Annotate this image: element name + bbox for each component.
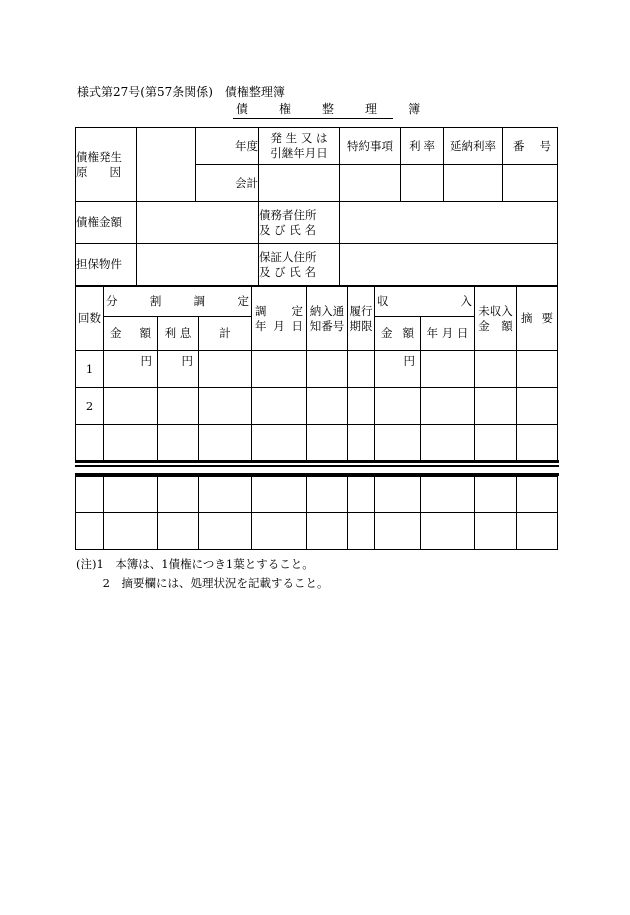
cell: [104, 425, 158, 462]
rikou-header: [348, 287, 375, 351]
hassei-label-cell: [259, 128, 340, 165]
kingaku-char: 額: [139, 326, 151, 341]
debtor-label-cell: [259, 202, 340, 244]
debtor-value-cell: [340, 202, 558, 244]
installment-table: [75, 286, 558, 462]
shunyu-kingaku-char: 額: [402, 326, 414, 341]
ennou-cell: [444, 128, 503, 165]
cell: [199, 351, 252, 388]
tokuyaku-label: 特約事項: [347, 138, 393, 153]
break-line: [75, 465, 559, 467]
cell: [252, 351, 307, 388]
guarantor-label-cell: [259, 244, 340, 286]
kingaku-value-cell: [137, 202, 259, 244]
cell: [348, 477, 375, 513]
document-title: [236, 103, 420, 115]
cell: [307, 513, 348, 550]
cell: [475, 351, 517, 388]
row-number: [76, 425, 104, 462]
cell: [517, 425, 558, 462]
bunkatsu-header: [104, 287, 252, 317]
break-line: [75, 460, 559, 463]
cell: [375, 425, 421, 462]
bunkatsu-char: 定: [237, 294, 249, 309]
cell: [517, 477, 558, 513]
date-char: 年: [255, 318, 267, 333]
kingaku-label-cell: [76, 202, 137, 244]
cell: [517, 351, 558, 388]
cell: [348, 513, 375, 550]
cell: [307, 351, 348, 388]
cell: [158, 513, 199, 550]
tanpo-label-cell: [76, 244, 137, 286]
note-1: (注)1 本簿は、1債権につき1葉とすること。: [76, 557, 314, 571]
hassei-value-cell: [259, 165, 340, 202]
row-number-text: 2: [85, 398, 94, 413]
title-underline: [233, 118, 393, 119]
riritsu-char: 利: [409, 138, 421, 153]
shunyu-char: 入: [460, 294, 472, 309]
tanpo-value-cell: [137, 244, 259, 286]
cell: [158, 477, 199, 513]
shunyu-kingaku-char: 金: [381, 326, 393, 341]
kei-label: 計: [219, 326, 231, 341]
title-char: 債: [236, 102, 249, 116]
table-row: [76, 351, 558, 388]
debtor-label: 及 び 氏 名: [259, 222, 316, 237]
cell: [199, 477, 252, 513]
riritsu-char: 率: [423, 138, 435, 153]
cell: [517, 388, 558, 425]
nounyu-label: 知番号: [309, 318, 345, 333]
shunyu-date-subheader: [421, 317, 475, 351]
title-char: 整: [322, 102, 335, 116]
yen-unit: 円: [403, 354, 415, 368]
title-char: 簿: [408, 102, 421, 116]
kingaku-label: 債権金額: [76, 215, 122, 230]
cell: [307, 425, 348, 462]
cell: [421, 513, 475, 550]
cell: [307, 388, 348, 425]
date-char: 日: [291, 318, 303, 333]
shunyu-char: 収: [377, 294, 389, 309]
mishu-label: 未収入: [478, 303, 513, 318]
bangou-char: 番: [513, 138, 525, 153]
riritsu-cell: [401, 128, 444, 165]
cell: [104, 388, 158, 425]
tekiyo-char: 要: [541, 311, 553, 326]
cell: [475, 477, 517, 513]
shunyu-kingaku-subheader: [375, 317, 421, 351]
cell: [475, 388, 517, 425]
yen-cell: [375, 351, 421, 388]
kaisu-cell: [76, 287, 104, 351]
tokuyaku-cell: [340, 128, 401, 165]
row-number: [76, 388, 104, 425]
cell: [375, 477, 421, 513]
table-row: [76, 388, 558, 425]
kaikei-label: 会計: [235, 175, 258, 190]
chotei-date-header: [252, 287, 307, 351]
cell: [348, 388, 375, 425]
hassei-label: 発 生 又 は: [270, 131, 328, 146]
risoku-label: 利 息: [164, 326, 192, 341]
form-label: 様式第27号(第57条関係) 債権整理簿: [77, 85, 285, 99]
kei-subheader: [199, 317, 252, 351]
bangou-value-cell: [503, 165, 558, 202]
risoku-subheader: [158, 317, 199, 351]
table-row: [76, 513, 558, 550]
mishu-header: [475, 287, 517, 351]
cell: [158, 425, 199, 462]
cell: [421, 388, 475, 425]
riritsu-value-cell: [401, 165, 444, 202]
cell: [158, 388, 199, 425]
kingaku-char: 金: [110, 326, 122, 341]
cell: [199, 425, 252, 462]
debtor-label: 債務者住所: [259, 207, 317, 222]
bunkatsu-char: 調: [193, 294, 206, 309]
cause-value-cell: [137, 128, 196, 202]
cell: [421, 477, 475, 513]
table-row: [76, 425, 558, 462]
nendo-cell: [196, 128, 259, 165]
bangou-cell: [503, 128, 558, 165]
cell: [252, 388, 307, 425]
row-number-text: 1: [85, 361, 94, 376]
yen-unit: 円: [181, 354, 193, 368]
nounyu-header: [307, 287, 348, 351]
chotei-char: 定: [291, 303, 303, 318]
yen-unit: 円: [140, 354, 152, 368]
cell: [375, 388, 421, 425]
hassei-label: 引継年月日: [270, 146, 328, 160]
nounyu-label: 納入通: [309, 303, 345, 318]
cell: [252, 513, 307, 550]
cell: [104, 477, 158, 513]
mishu-label: 金 額: [478, 318, 513, 333]
guarantor-label: 及 び 氏 名: [259, 264, 316, 279]
cause-label-cell: [76, 128, 137, 202]
bunkatsu-char: 割: [149, 294, 162, 309]
row-number: [76, 351, 104, 388]
yen-cell: [158, 351, 199, 388]
nendo-label: 年度: [235, 138, 258, 153]
installment-table-continued: [75, 476, 558, 550]
cell: [199, 513, 252, 550]
cell: [104, 513, 158, 550]
table-row: [76, 477, 558, 513]
cell: [421, 351, 475, 388]
cell: [517, 513, 558, 550]
kingaku-subheader: [104, 317, 158, 351]
cell: [375, 513, 421, 550]
shunyu-header: [375, 287, 475, 317]
rikou-label: 履行: [349, 303, 373, 318]
tokuyaku-value-cell: [340, 165, 401, 202]
tekiyo-header: [517, 287, 558, 351]
kaikei-cell: [196, 165, 259, 202]
claim-info-table: [75, 127, 558, 286]
cell: [76, 513, 104, 550]
shunyu-date-label: 年 月 日: [426, 326, 469, 341]
cause-label: 債権発生: [76, 149, 122, 164]
cell: [252, 477, 307, 513]
date-char: 月: [273, 318, 285, 333]
ennou-value-cell: [444, 165, 503, 202]
cell: [421, 425, 475, 462]
cell: [199, 388, 252, 425]
ennou-label: 延納利率: [450, 138, 496, 153]
guarantor-label: 保証人住所: [259, 249, 317, 264]
tanpo-label: 担保物件: [76, 257, 122, 272]
kaisu-label: 回数: [78, 311, 101, 326]
chotei-char: 調: [255, 303, 267, 318]
cell: [475, 513, 517, 550]
note-2: 2 摘要欄には、処理状況を記載すること。: [76, 576, 329, 590]
cell: [475, 425, 517, 462]
cell: [348, 351, 375, 388]
bunkatsu-char: 分: [106, 294, 118, 309]
tekiyo-char: 摘: [521, 311, 533, 326]
cell: [307, 477, 348, 513]
rikou-label: 期限: [349, 318, 373, 333]
cell: [76, 477, 104, 513]
guarantor-value-cell: [340, 244, 558, 286]
cell: [252, 425, 307, 462]
yen-cell: [104, 351, 158, 388]
cause-char: 原: [76, 164, 88, 179]
title-char: 理: [365, 102, 378, 116]
cause-char: 因: [109, 164, 121, 179]
bangou-char: 号: [539, 138, 551, 153]
title-char: 権: [279, 102, 292, 116]
cell: [348, 425, 375, 462]
